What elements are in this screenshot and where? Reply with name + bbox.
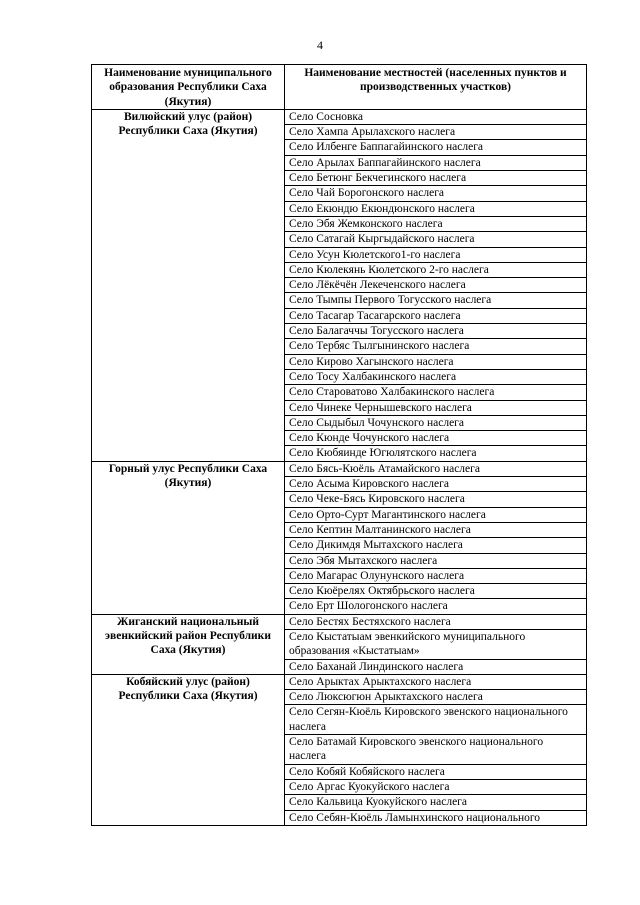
locality-name: Село Тасагар Тасагарского наслега — [285, 308, 587, 323]
locality-name: Село Дикимдя Мытахского наслега — [285, 538, 587, 553]
locality-name: Село Кирово Хагынского наслега — [285, 354, 587, 369]
locality-name: Село Екюндю Екюндюнского наслега — [285, 201, 587, 216]
header-localities: Наименование местностей (населенных пунктов и производственных участков) — [285, 65, 587, 110]
region-name: Жиганский национальный эвенкийский район Республики Саха (Якутия) — [92, 614, 285, 674]
locality-name: Село Хампа Арылахского наслега — [285, 125, 587, 140]
locality-name: Село Кюлекянь Кюлетского 2-го наслега — [285, 262, 587, 277]
locality-name: Село Кюёрелях Октябрьского наслега — [285, 584, 587, 599]
locality-name: Село Бестях Бестяхского наслега — [285, 614, 587, 629]
locality-name: Село Чинеке Чернышевского наслега — [285, 400, 587, 415]
locality-name: Село Кальвица Куокуйского наслега — [285, 795, 587, 810]
locality-name: Село Лёкёчён Лекеченского наслега — [285, 278, 587, 293]
table-row — [92, 614, 587, 629]
locality-name: Село Магарас Олунунского наслега — [285, 568, 587, 583]
localities-table — [91, 64, 587, 826]
locality-name: Село Бетюнг Бекчегинского наслега — [285, 171, 587, 186]
table-row — [92, 461, 587, 476]
locality-name: Село Арылах Баппагайинского наслега — [285, 155, 587, 170]
locality-name: Село Ерт Шологонского наслега — [285, 599, 587, 614]
locality-name: Село Усун Кюлетского1-го наслега — [285, 247, 587, 262]
locality-name: Село Тосу Халбакинского наслега — [285, 369, 587, 384]
locality-name: Село Кептин Малтанинского наслега — [285, 522, 587, 537]
locality-name: Село Батамай Кировского эвенского национального наслега — [285, 735, 587, 765]
locality-name: Село Кыстатыам эвенкийского муниципального образования «Кыстатыам» — [285, 629, 587, 659]
region-name: Горный улус Республики Саха (Якутия) — [92, 461, 285, 614]
locality-name: Село Илбенге Баппагайинского наслега — [285, 140, 587, 155]
locality-name: Село Тымпы Первого Тогусского наслега — [285, 293, 587, 308]
locality-name: Село Сыдыбыл Чочунского наслега — [285, 415, 587, 430]
locality-name: Село Сегян-Кюёль Кировского эвенского национального наслега — [285, 705, 587, 735]
locality-name: Село Сатагай Кыргыдайского наслега — [285, 232, 587, 247]
locality-name: Село Тербяс Тылгынинского наслега — [285, 339, 587, 354]
locality-name: Село Аргас Куокуйского наслега — [285, 779, 587, 794]
page-number: 4 — [317, 38, 323, 52]
locality-name: Село Люксюгюн Арыктахского наслега — [285, 690, 587, 705]
locality-name: Село Кюнде Чочунского наслега — [285, 431, 587, 446]
locality-name: Село Кюбяинде Югюлятского наслега — [285, 446, 587, 461]
region-name: Кобяйский улус (район) Республики Саха (Якутия) — [92, 674, 285, 825]
region-name: Вилюйский улус (район) Республики Саха (Якутия) — [92, 109, 285, 461]
table-row — [92, 109, 587, 124]
locality-name: Село Асыма Кировского наслега — [285, 477, 587, 492]
locality-name: Село Кобяй Кобяйского наслега — [285, 764, 587, 779]
locality-name: Село Орто-Сурт Магантинского наслега — [285, 507, 587, 522]
locality-name: Село Староватово Халбакинского наслега — [285, 385, 587, 400]
table-body — [92, 109, 587, 825]
locality-name: Село Себян-Кюёль Ламынхинского национального — [285, 810, 587, 825]
locality-name: Село Сосновка — [285, 109, 587, 124]
locality-name: Село Арыктах Арыктахского наслега — [285, 674, 587, 689]
locality-name: Село Эбя Мытахского наслега — [285, 553, 587, 568]
locality-name: Село Чеке-Бясь Кировского наслега — [285, 492, 587, 507]
locality-name: Село Баханай Линдинского наслега — [285, 659, 587, 674]
header-municipality: Наименование муниципального образования Республики Саха (Якутия) — [92, 65, 285, 110]
table-header-row — [92, 65, 587, 110]
locality-name: Село Бясь-Кюёль Атамайского наслега — [285, 461, 587, 476]
locality-name: Село Эбя Жемконского наслега — [285, 216, 587, 231]
locality-name: Село Чай Борогонского наслега — [285, 186, 587, 201]
locality-name: Село Балагаччы Тогусского наслега — [285, 324, 587, 339]
table-row — [92, 674, 587, 689]
